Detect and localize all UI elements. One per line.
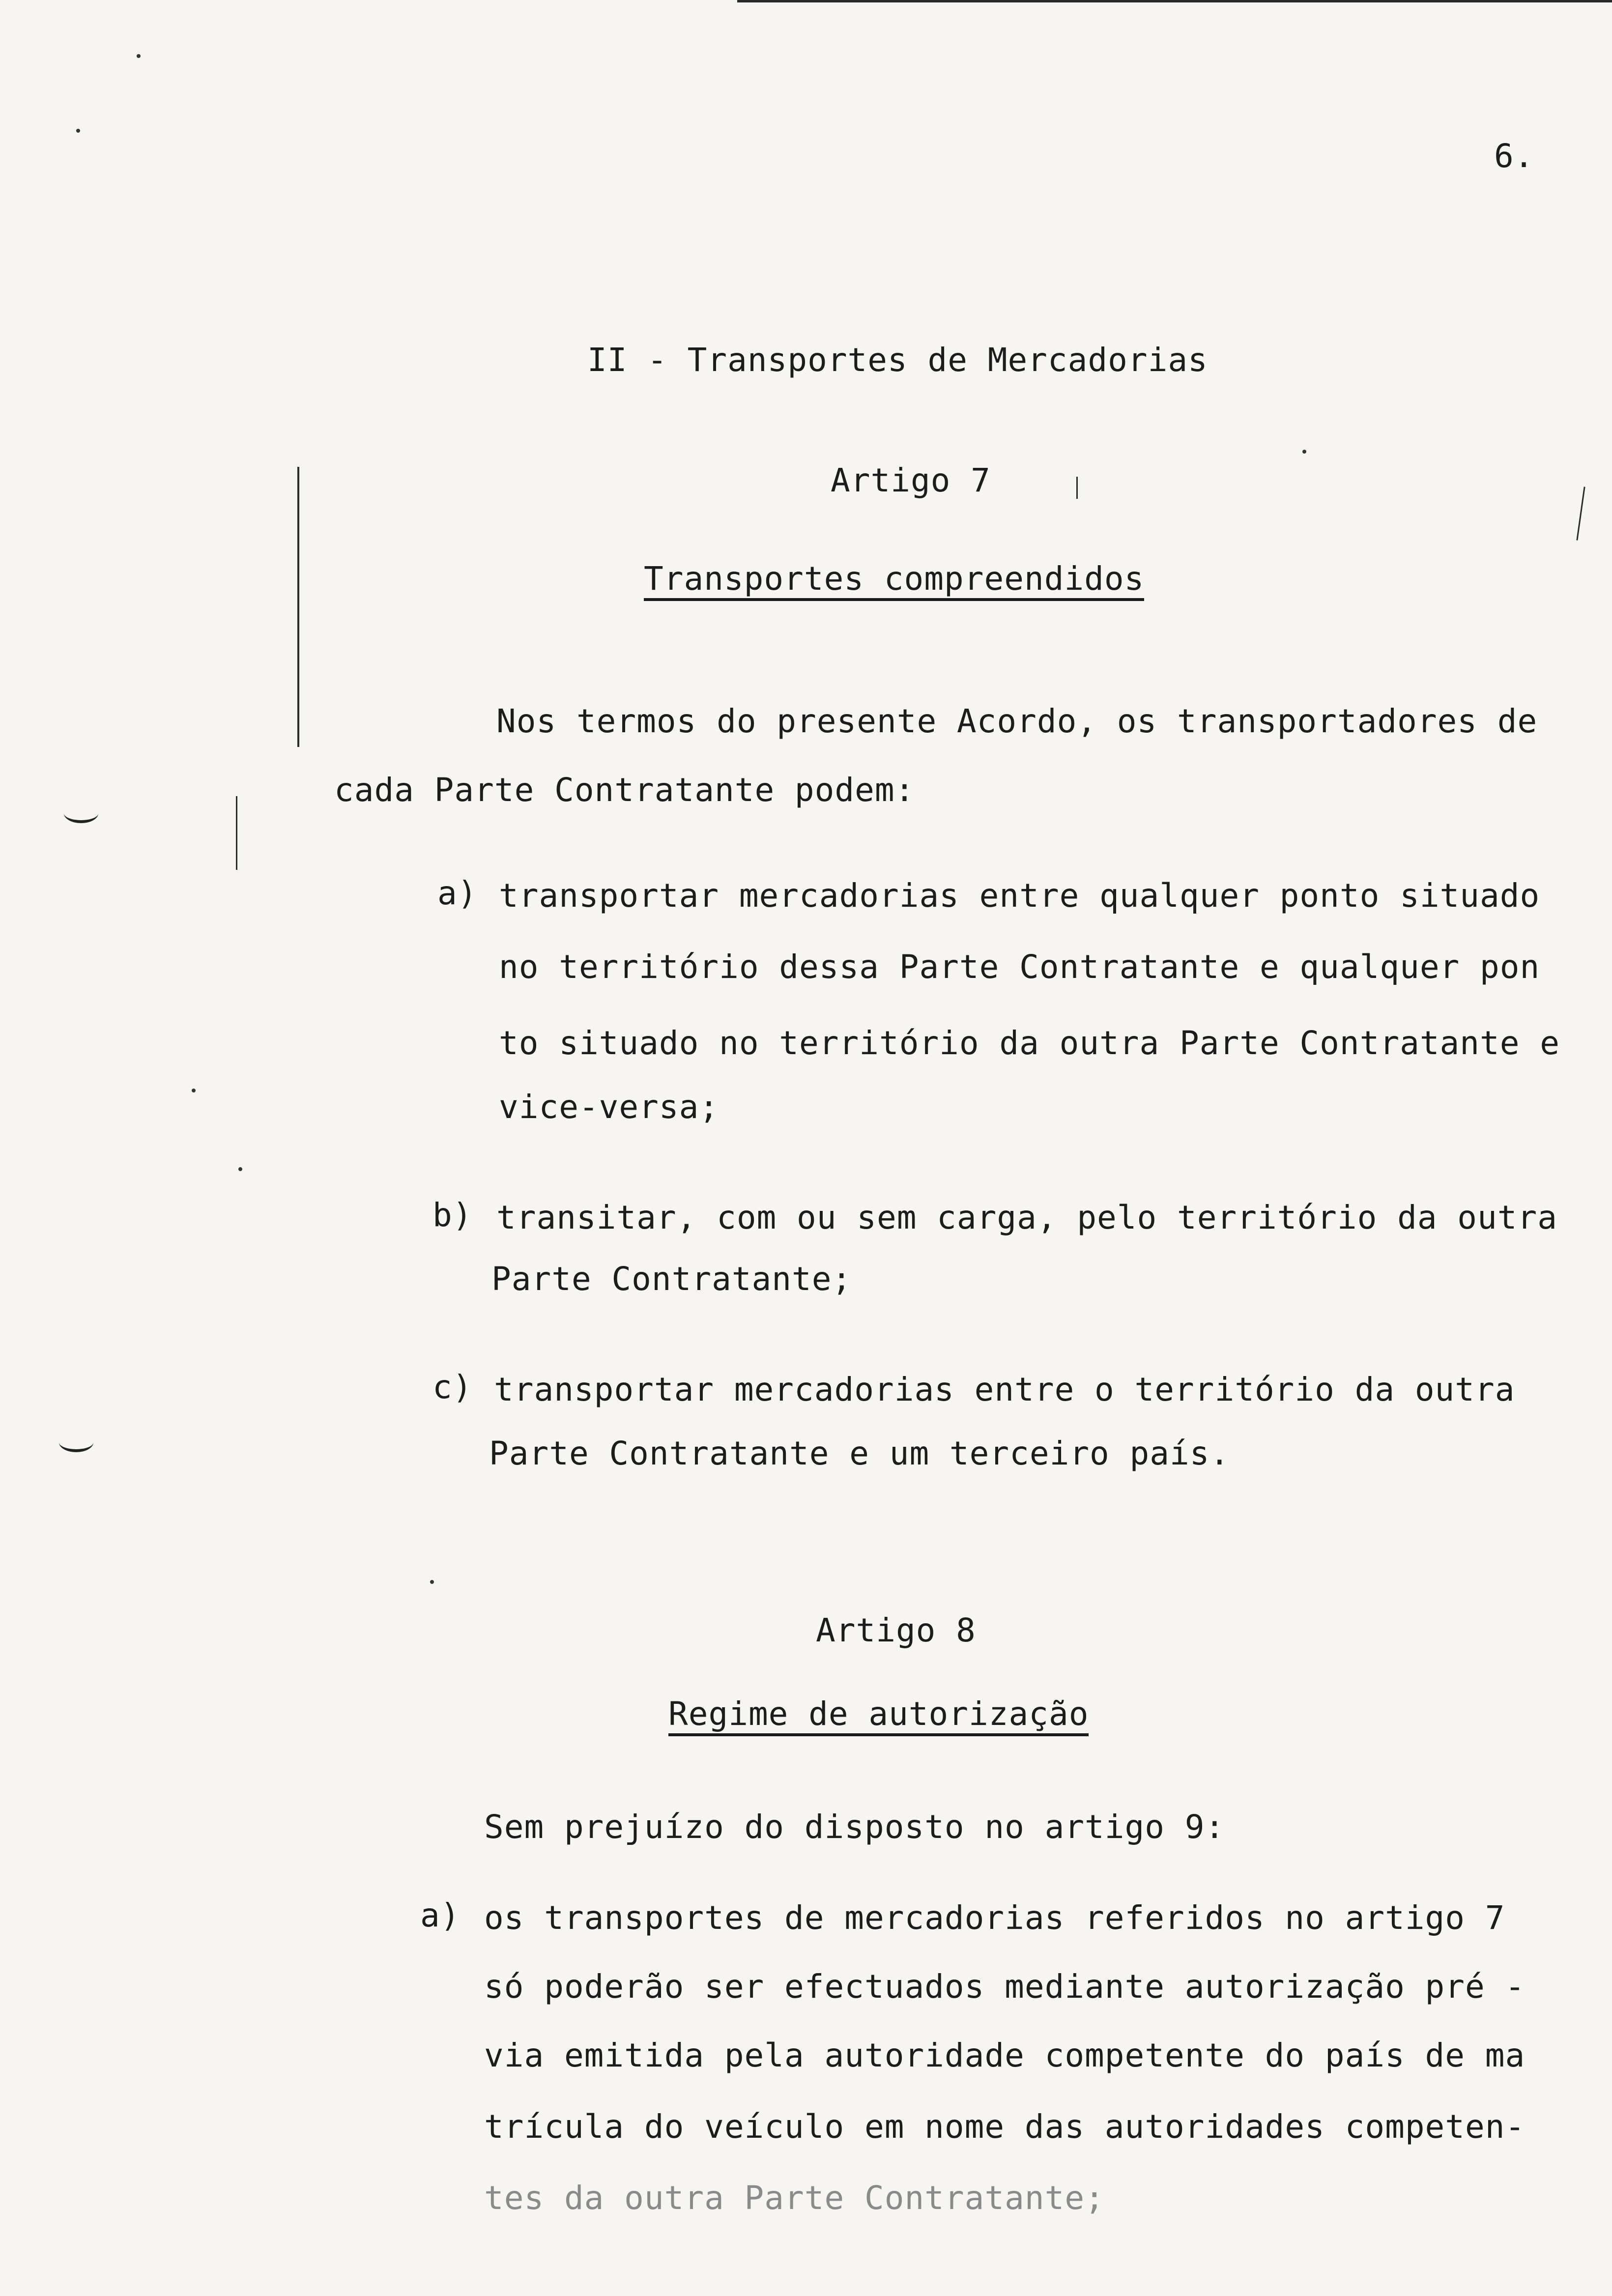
margin-tick — [1576, 487, 1585, 540]
list-item-line: tes da outra Parte Contratante; — [484, 2179, 1105, 2217]
list-item-line: vice-versa; — [499, 1088, 720, 1126]
list-item-line: via emitida pela autoridade competente do país de ma — [484, 2037, 1526, 2074]
margin-tick — [236, 796, 237, 870]
article-7-intro-line-2: cada Parte Contratante podem: — [334, 771, 915, 809]
list-item-line: só poderão ser efectuados mediante autorização pré - — [484, 1968, 1526, 2006]
article-8-intro: Sem prejuízo do disposto no artigo 9: — [484, 1808, 1225, 1846]
list-item-line: trícula do veículo em nome das autoridades competen- — [484, 2108, 1526, 2146]
article-8-subtitle: Regime de autorização — [668, 1698, 1089, 1736]
article-8-heading: Artigo 8 — [816, 1611, 976, 1649]
list-item-line: Parte Contratante; — [491, 1260, 852, 1298]
list-item-letter: c) — [432, 1368, 473, 1406]
scan-dot — [430, 1580, 434, 1584]
list-item-line: transportar mercadorias entre qualquer ponto situado — [499, 877, 1540, 915]
article-7-intro-line-1: Nos termos do presente Acordo, os transportadores de — [496, 702, 1538, 740]
list-item-line: os transportes de mercadorias referidos no artigo 7 — [484, 1899, 1505, 1937]
scan-dot — [137, 54, 141, 58]
top-edge-line — [737, 0, 1612, 2]
margin-curve-mark — [64, 804, 98, 823]
article-7-subtitle: Transportes compreendidos — [644, 563, 1144, 601]
scan-dot — [76, 129, 80, 133]
list-item-line: Parte Contratante e um terceiro país. — [489, 1435, 1230, 1472]
list-item-letter: a) — [437, 874, 478, 912]
page-number: 6. — [1494, 137, 1534, 175]
list-item-line: no território dessa Parte Contratante e qualquer pon — [499, 948, 1540, 986]
list-item-line: transitar, com ou sem carga, pelo território da outra — [496, 1199, 1557, 1236]
list-item-letter: b) — [432, 1196, 473, 1234]
section-title: II - Transportes de Mercadorias — [587, 341, 1208, 379]
list-item-line: to situado no território da outra Parte Contratante e — [499, 1024, 1560, 1062]
margin-curve-mark — [59, 1433, 93, 1452]
scan-dot — [1302, 450, 1306, 454]
article-7-heading: Artigo 7 — [831, 461, 991, 499]
list-item-letter: a) — [420, 1896, 461, 1934]
scan-dot — [238, 1167, 242, 1171]
margin-tick — [1076, 477, 1078, 499]
margin-line-left — [297, 467, 299, 747]
list-item-line: transportar mercadorias entre o território da outra — [494, 1371, 1515, 1408]
scan-dot — [192, 1089, 196, 1092]
